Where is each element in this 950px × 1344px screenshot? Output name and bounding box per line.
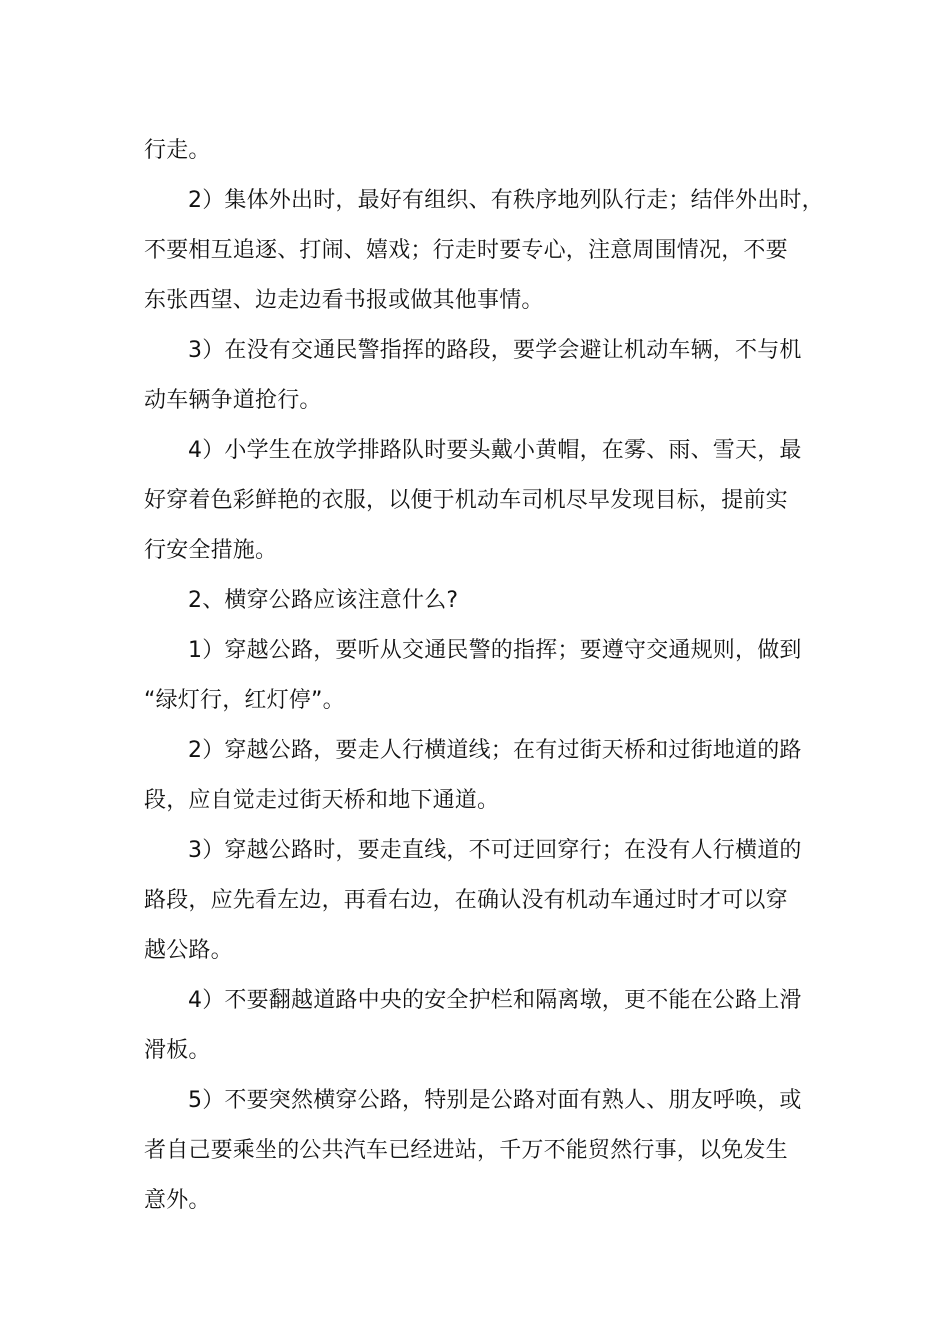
text-line: 越公路。 bbox=[144, 938, 233, 963]
text-line: 好穿着色彩鲜艳的衣服，以便于机动车司机尽早发现目标，提前实 bbox=[144, 488, 788, 513]
text-line: 不要相互追逐、打闹、嬉戏；行走时要专心，注意周围情况，不要 bbox=[144, 238, 788, 263]
text-line: 东张西望、边走边看书报或做其他事情。 bbox=[144, 288, 544, 313]
text-line: 1）穿越公路，要听从交通民警的指挥；要遵守交通规则，做到 bbox=[188, 638, 802, 663]
text-line: 4）不要翻越道路中央的安全护栏和隔离墩，更不能在公路上滑 bbox=[188, 988, 802, 1013]
text-line: 意外。 bbox=[144, 1188, 211, 1213]
text-line: 段，应自觉走过街天桥和地下通道。 bbox=[144, 788, 500, 813]
text-line: 4）小学生在放学排路队时要头戴小黄帽，在雾、雨、雪天，最 bbox=[188, 438, 802, 463]
text-line: 行走。 bbox=[144, 138, 211, 163]
text-line: 者自己要乘坐的公共汽车已经进站，千万不能贸然行事，以免发生 bbox=[144, 1138, 788, 1163]
text-line: 行安全措施。 bbox=[144, 538, 278, 563]
text-line: 2）穿越公路，要走人行横道线；在有过街天桥和过街地道的路 bbox=[188, 738, 802, 763]
text-line: 2）集体外出时，最好有组织、有秩序地列队行走；结伴外出时， bbox=[188, 188, 824, 213]
text-line: 滑板。 bbox=[144, 1038, 211, 1063]
text-line: 3）穿越公路时，要走直线，不可迂回穿行；在没有人行横道的 bbox=[188, 838, 802, 863]
text-line: 动车辆争道抢行。 bbox=[144, 388, 322, 413]
text-line: 5）不要突然横穿公路，特别是公路对面有熟人、朋友呼唤，或 bbox=[188, 1088, 802, 1113]
section-heading: 2、横穿公路应该注意什么? bbox=[188, 588, 459, 613]
text-line: 3）在没有交通民警指挥的路段，要学会避让机动车辆，不与机 bbox=[188, 338, 802, 363]
text-line: “绿灯行，红灯停”。 bbox=[144, 688, 345, 713]
text-line: 路段，应先看左边，再看右边，在确认没有机动车通过时才可以穿 bbox=[144, 888, 788, 913]
